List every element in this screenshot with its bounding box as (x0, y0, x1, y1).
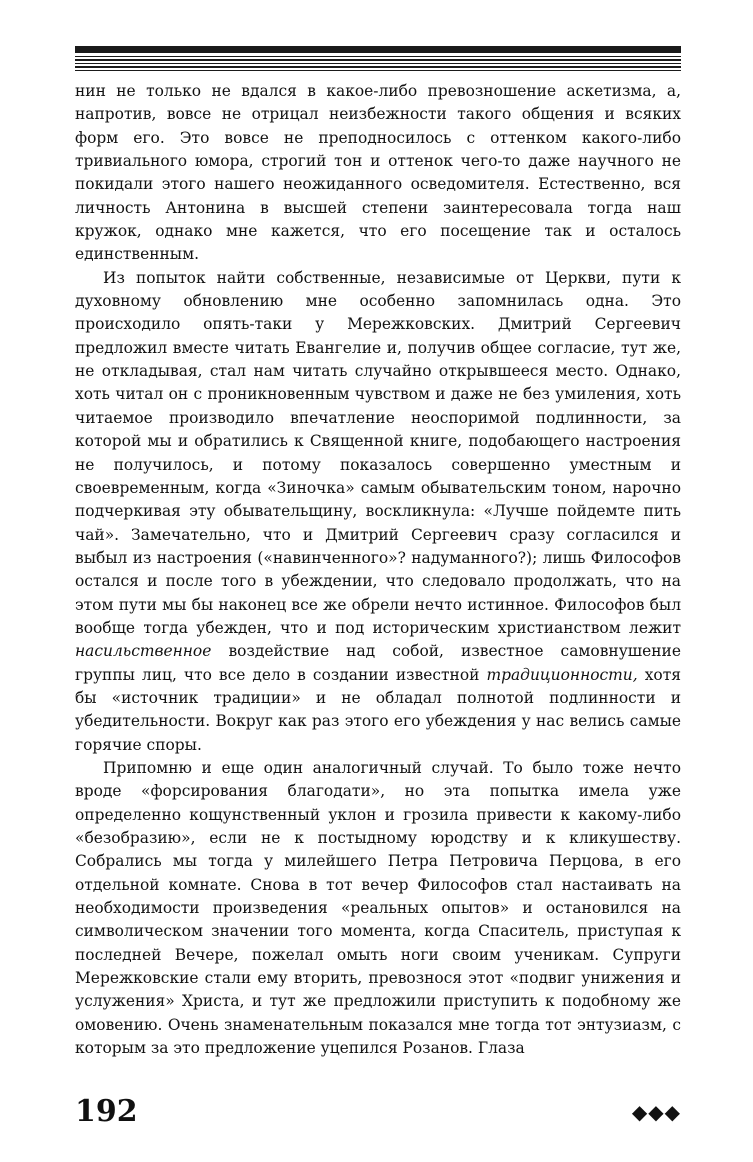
page-number: 192 (75, 1094, 138, 1129)
paragraph-3: Припомню и еще один аналогичный случай. То было тоже нечто вроде «форсирования благодати», но эта попытка имела уже определенно кощунственный уклон и грозила привести к какому-либо «безобразию», если не к постыдному юродству и к кликушеству. Собрались мы тогда у милейшего Петра Петровича Перцова, в его отдельной комнате. Снова в тот вечер Философов стал настаивать на необходимости произведения «реальных опытов» и остановился на символическом значении того момента, когда Спаситель, приступая к последней Вечере, пожелал омыть ноги своим ученикам. Супруги Мережковские стали ему вторить, превознося этот «подвиг унижения и услужения» Христа, и тут же предложили приступить к подобному же омовению. Очень знаменательным показался мне тогда тот энтузиазм, с которым за это предложение уцепился Розанов. Глаза (75, 758, 681, 1058)
header-rule-thin (75, 70, 681, 71)
header-rule-thin (75, 66, 681, 68)
header-rule-thin (75, 56, 681, 57)
paragraph-2-part-2: воздействие над собой, известное самовнушение группы лиц, что все дело в создании известной (75, 642, 681, 684)
italic-word: насильственное (75, 642, 212, 661)
body-text (75, 80, 681, 1060)
header-rule-thick (75, 46, 681, 53)
paragraph-2-part-3: хотя бы «источник традиции» и не обладал полнотой подлинности и убедительности. Вокруг как раз этого его убеждения у нас велись самые горячие споры. (75, 665, 681, 754)
paragraph-1: нин не только не вдался в какое-либо превозношение аскетизма, а, напротив, вовсе не отрицал неизбежности такого общения и всяких форм его. Это вовсе не преподносилось с оттенком какого-либо тривиального юмора, строгий тон и оттенок чего-то даже научного не покидали этого нашего неожиданного осведомителя. Естественно, вся личность Антонина в высшей степени заинтересовала тогда наш кружок, однако мне кажется, что его посещение так и осталось единственным. (75, 82, 681, 264)
italic-word: традиционности, (486, 665, 638, 684)
paragraph-2 (75, 267, 681, 757)
paragraph-2-part-1: Из попыток найти собственные, независимые от Церкви, пути к духовному обновлению мне особенно запомнилась одна. Это происходило опять-таки у Мережковских. Дмитрий Сергеевич предложил вместе читать Евангелие и, получив общее согласие, тут же, не откладывая, стал нам читать случайно открывшееся место. Однако, хоть читал он с проникновенным чувством и даже не без умиления, хоть читаемое производило впечатление неоспоримой подлинности, за которой мы и обратились к Священной книге, подобающего настроения не получилось, и потому показалось совершенно уместным и своевременным, когда «Зиночка» самым обывательским тоном, нарочно подчеркивая эту обывательщину, воскликнула: «Лучше пойдемте пить чай». Замечательно, что и Дмитрий Сергеевич сразу согласился и выбыл из настроения («навинченного»? надуманного?); лишь Философов остался и после того в убеждении, что следовало продолжать, что на этом пути мы бы наконец все же обрели нечто истинное. Философов был вообще тогда убежден, что и под историческим христианством лежит (75, 268, 681, 637)
diamond-ornament-icon: ◆◆◆ (631, 1100, 681, 1124)
header-rule-thin (75, 59, 681, 61)
header-rule-thin (75, 63, 681, 64)
